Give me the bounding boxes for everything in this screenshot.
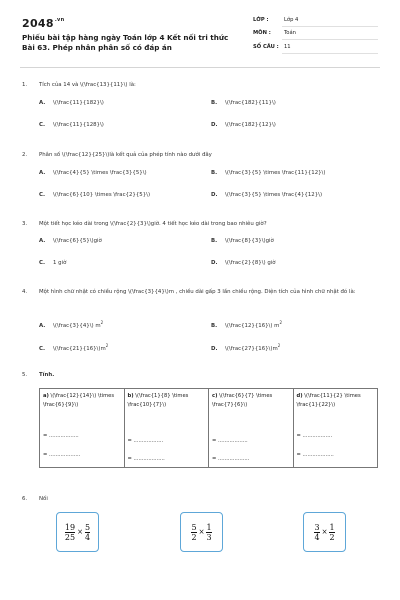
option-letter: B. xyxy=(211,170,218,176)
q1-option-c[interactable] xyxy=(39,122,104,128)
document-title: Phiếu bài tập hàng ngày Toán lớp 4 Kết nối tri thức Bài 63. Phép nhân phân số có đáp án xyxy=(22,33,229,52)
lop-value: Lớp 4 xyxy=(284,17,299,23)
answer-line-1[interactable]: = .................. xyxy=(212,438,248,444)
meta-line xyxy=(282,26,378,27)
cell-label: d) xyxy=(296,393,303,399)
denominator: 3 xyxy=(206,532,212,542)
q3-option-c[interactable] xyxy=(39,260,66,266)
option-text: \(\frac{182}{12}\) xyxy=(225,122,276,128)
superscript: 2 xyxy=(277,343,281,348)
answer-line-2[interactable]: = ................... xyxy=(43,452,81,458)
q4-option-c[interactable] xyxy=(39,343,108,352)
mon-label: MÔN : xyxy=(253,30,271,36)
denominator: 4 xyxy=(314,532,320,542)
question-text: Tính. xyxy=(39,372,55,378)
question-text: Phân số \(\frac{12}{25}\)là kết quả của phép tính nào dưới đây xyxy=(39,152,212,158)
numerator: 1 xyxy=(206,522,212,532)
q3-option-d[interactable] xyxy=(211,260,276,266)
option-letter: A. xyxy=(39,238,46,244)
option-letter: B. xyxy=(211,238,218,244)
numerator: 3 xyxy=(314,522,320,532)
fraction xyxy=(191,523,196,542)
question-text: Tích của 14 và \(\frac{13}{11}\) là: xyxy=(39,82,136,88)
option-letter: D. xyxy=(211,260,218,266)
option-text: \(\frac{4}{5} \times \frac{3}{5}\) xyxy=(53,170,147,176)
calc-cell-c xyxy=(209,389,294,467)
question-number: 1. xyxy=(22,82,28,88)
numerator: 5 xyxy=(191,522,197,532)
superscript: 2 xyxy=(105,343,109,348)
q2-option-b[interactable] xyxy=(211,170,325,176)
question-number: 3. xyxy=(22,221,28,227)
fraction xyxy=(65,523,75,542)
option-letter: D. xyxy=(211,345,218,352)
option-text: \(\frac{6}{5}\)giờ xyxy=(53,238,102,244)
question-number: 2. xyxy=(22,152,28,158)
fraction xyxy=(206,523,211,542)
option-text: \(\frac{3}{5} \times \frac{4}{12}\) xyxy=(225,192,323,198)
option-letter: C. xyxy=(39,192,46,198)
cell-label: b) xyxy=(127,393,134,399)
lop-label: LỚP : xyxy=(253,17,269,23)
option-text: \(\frac{2}{8}\) giờ xyxy=(225,260,276,266)
option-letter: C. xyxy=(39,345,46,352)
cell-label: c) xyxy=(212,393,218,399)
option-text: \(\frac{3}{5} \times \frac{11}{12}\) xyxy=(225,170,326,176)
match-card-1[interactable] xyxy=(56,512,99,552)
multiply-sign: × xyxy=(321,528,328,536)
option-text: \(\frac{12}{16}\) m xyxy=(225,322,280,329)
q3-option-b[interactable] xyxy=(211,238,274,244)
answer-line-1[interactable]: = .................. xyxy=(43,433,79,439)
meta-line xyxy=(282,39,378,40)
multiply-sign: × xyxy=(198,528,205,536)
question-number: 6. xyxy=(22,496,28,502)
option-text: \(\frac{27}{16}\)m xyxy=(225,345,278,352)
option-letter: A. xyxy=(39,170,46,176)
socau-value: 11 xyxy=(284,44,291,50)
calc-cell-d xyxy=(294,389,378,467)
option-letter: B. xyxy=(211,322,218,329)
logo-suffix: .vn xyxy=(54,17,65,23)
q1-option-d[interactable] xyxy=(211,122,276,128)
meta-line xyxy=(282,53,378,54)
match-card-2[interactable] xyxy=(180,512,223,552)
numerator: 5 xyxy=(84,522,91,532)
question-number: 4. xyxy=(22,289,28,295)
option-text: \(\frac{21}{16}\)m xyxy=(53,345,106,352)
option-letter: A. xyxy=(39,100,46,106)
q4-option-d[interactable] xyxy=(211,343,280,352)
denominator: 2 xyxy=(191,532,197,542)
option-text: \(\frac{6}{10} \times \frac{2}{5}\) xyxy=(53,192,151,198)
option-text: \(\frac{11}{182}\) xyxy=(53,100,104,106)
site-logo xyxy=(22,17,64,30)
numerator: 1 xyxy=(329,522,335,532)
denominator: 2 xyxy=(329,532,335,542)
match-card-3[interactable] xyxy=(303,512,346,552)
question-text: Một hình chữ nhật có chiều rộng \(\frac{3}{4}\)m , chiều dài gấp 3 lần chiều rộng. Diện tích của hình chữ nhật đó là: xyxy=(39,289,356,295)
question-number: 5. xyxy=(22,372,28,378)
answer-line-2[interactable]: = ................... xyxy=(212,456,250,462)
option-letter: A. xyxy=(39,322,46,329)
cell-label: a) xyxy=(43,393,49,399)
option-text: \(\frac{8}{3}\)giờ xyxy=(225,238,274,244)
option-letter: B. xyxy=(211,100,218,106)
fraction xyxy=(85,523,90,542)
socau-label: SỐ CÂU : xyxy=(253,44,279,50)
answer-line-2[interactable]: = ................... xyxy=(296,452,334,458)
q2-option-a[interactable] xyxy=(39,170,147,176)
option-text: \(\frac{182}{11}\) xyxy=(225,100,276,106)
option-letter: D. xyxy=(211,192,218,198)
q4-option-a[interactable] xyxy=(39,320,103,329)
denominator: 25 xyxy=(64,532,76,542)
cell-expression: \(\frac{11}{2} \times \frac{1}{22}\) xyxy=(296,393,361,408)
superscript: 2 xyxy=(100,320,104,325)
superscript: 2 xyxy=(279,320,282,325)
answer-line-1[interactable]: = .................. xyxy=(296,433,333,439)
option-text: \(\frac{3}{4}\) m xyxy=(53,322,101,329)
denominator: 4 xyxy=(84,532,91,542)
q4-option-b[interactable] xyxy=(211,320,282,329)
calc-cell-a xyxy=(40,389,125,467)
question-text: Một tiết học kéo dài trong \(\frac{2}{3}\)giờ. 4 tiết học kéo dài trong bao nhiêu giờ? xyxy=(39,221,267,227)
multiply-sign: × xyxy=(77,528,83,536)
meta-socau xyxy=(253,44,378,56)
calc-cell-b xyxy=(125,389,210,467)
q2-option-d[interactable] xyxy=(211,192,322,198)
q1-option-b[interactable] xyxy=(211,100,276,106)
q2-option-c[interactable] xyxy=(39,192,150,198)
option-letter: C. xyxy=(39,122,46,128)
cell-expression: \(\frac{12}{14}\) \times \frac{6}{9}\) xyxy=(43,393,115,408)
calc-table xyxy=(39,388,378,468)
numerator: 19 xyxy=(64,522,76,532)
mon-value: Toán xyxy=(284,30,296,36)
meta-lop xyxy=(253,17,378,29)
cell-expression: \(\frac{1}{8} \times \frac{10}{7}\) xyxy=(127,393,189,408)
option-letter: D. xyxy=(211,122,218,128)
answer-line-2[interactable]: = ................... xyxy=(127,456,165,462)
option-letter: C. xyxy=(39,260,46,266)
logo-text: 2048 xyxy=(22,17,54,30)
q3-option-a[interactable] xyxy=(39,238,102,244)
fraction xyxy=(329,523,334,542)
q1-option-a[interactable] xyxy=(39,100,104,106)
option-text: 1 giờ xyxy=(53,260,67,266)
answer-line-1[interactable]: = .................. xyxy=(127,438,164,444)
header-divider xyxy=(20,67,380,68)
meta-mon xyxy=(253,30,378,42)
cell-expression: \(\frac{6}{7} \times \frac{7}{6}\) xyxy=(212,393,273,408)
option-text: \(\frac{11}{128}\) xyxy=(53,122,104,128)
fraction xyxy=(314,523,319,542)
question-text: Nối xyxy=(39,496,48,502)
